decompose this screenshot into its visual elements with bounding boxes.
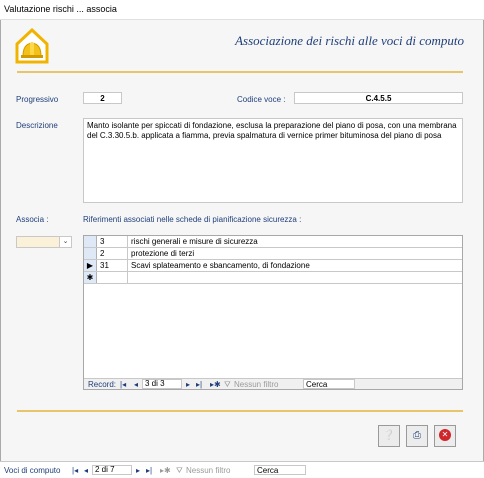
- table-row[interactable]: [84, 248, 462, 260]
- row-text[interactable]: [129, 272, 462, 283]
- filter-status[interactable]: Nessun filtro: [234, 380, 279, 389]
- record-label: Voci di computo: [4, 466, 61, 475]
- help-icon: ❔: [382, 430, 396, 441]
- associa-label: Associa :: [16, 215, 49, 224]
- row-text[interactable]: Scavi splateamento e sbancamento, di fondazione: [131, 261, 310, 270]
- descrizione-label: Descrizione: [16, 121, 58, 130]
- next-record-icon[interactable]: ▸: [186, 380, 191, 389]
- codice-voce-field[interactable]: C.4.5.5: [294, 92, 463, 104]
- first-record-icon[interactable]: |◂: [120, 380, 127, 389]
- codice-voce-label: Codice voce :: [237, 95, 286, 104]
- close-button[interactable]: [434, 425, 456, 447]
- record-position-field[interactable]: 3 di 3: [142, 379, 182, 389]
- header-divider: [17, 71, 463, 73]
- window-title: Valutazione rischi ... associa: [4, 4, 117, 14]
- subform-record-navigator: [84, 378, 462, 389]
- row-code[interactable]: [98, 272, 128, 283]
- first-record-icon[interactable]: |◂: [72, 466, 79, 475]
- new-record-icon[interactable]: ✱: [84, 272, 97, 283]
- filter-icon: ⛛: [224, 380, 231, 389]
- row-selector[interactable]: [84, 248, 97, 259]
- row-selector[interactable]: [84, 236, 97, 247]
- descrizione-field[interactable]: Manto isolante per spiccati di fondazione, esclusa la preparazione del piano di posa, con una membrana del C.3.30.5.b. applicata a fiamma, previa spalmatura di vernice primer bituminosa del piano di posa: [83, 118, 463, 203]
- print-icon: ⎙: [413, 430, 421, 441]
- filter-status[interactable]: Nessun filtro: [186, 466, 231, 475]
- close-icon: ✕: [439, 429, 451, 441]
- previous-record-icon[interactable]: ◂: [134, 380, 139, 389]
- help-button[interactable]: [378, 425, 400, 447]
- current-record-icon[interactable]: ▶: [84, 260, 97, 271]
- next-record-icon[interactable]: ▸: [136, 466, 141, 475]
- filter-icon: ⛛: [176, 466, 183, 475]
- print-button[interactable]: [406, 425, 428, 447]
- search-field[interactable]: Cerca: [254, 465, 306, 475]
- window-titlebar: [0, 0, 484, 20]
- row-text[interactable]: protezione di terzi: [131, 249, 195, 258]
- search-field[interactable]: Cerca: [303, 379, 355, 389]
- last-record-icon[interactable]: ▸|: [196, 380, 203, 389]
- construction-helmet-house-icon: [15, 28, 49, 64]
- chevron-down-icon[interactable]: ⌄: [59, 237, 71, 247]
- record-label: Record:: [88, 380, 117, 389]
- row-code[interactable]: 2: [98, 248, 128, 259]
- riferimenti-subform[interactable]: [83, 235, 463, 390]
- row-code[interactable]: 3: [98, 236, 128, 247]
- record-position-field[interactable]: 2 di 7: [92, 465, 132, 475]
- main-record-navigator: [0, 461, 484, 478]
- progressivo-field[interactable]: 2: [83, 92, 122, 104]
- riferimenti-label: Riferimenti associati nelle schede di pianificazione sicurezza :: [83, 215, 302, 224]
- new-record-nav-icon[interactable]: ▸✱: [160, 466, 171, 475]
- last-record-icon[interactable]: ▸|: [146, 466, 153, 475]
- row-text[interactable]: rischi generali e misure di sicurezza: [131, 237, 258, 246]
- page-title: Associazione dei rischi alle voci di computo: [235, 33, 464, 48]
- table-row[interactable]: [84, 260, 462, 272]
- new-record-row[interactable]: [84, 272, 462, 284]
- row-code[interactable]: 31: [98, 260, 128, 271]
- associa-combo[interactable]: [16, 236, 72, 248]
- new-record-nav-icon[interactable]: ▸✱: [210, 380, 221, 389]
- progressivo-label: Progressivo: [16, 95, 59, 104]
- previous-record-icon[interactable]: ◂: [84, 466, 89, 475]
- table-row[interactable]: [84, 236, 462, 248]
- footer-divider: [17, 410, 463, 412]
